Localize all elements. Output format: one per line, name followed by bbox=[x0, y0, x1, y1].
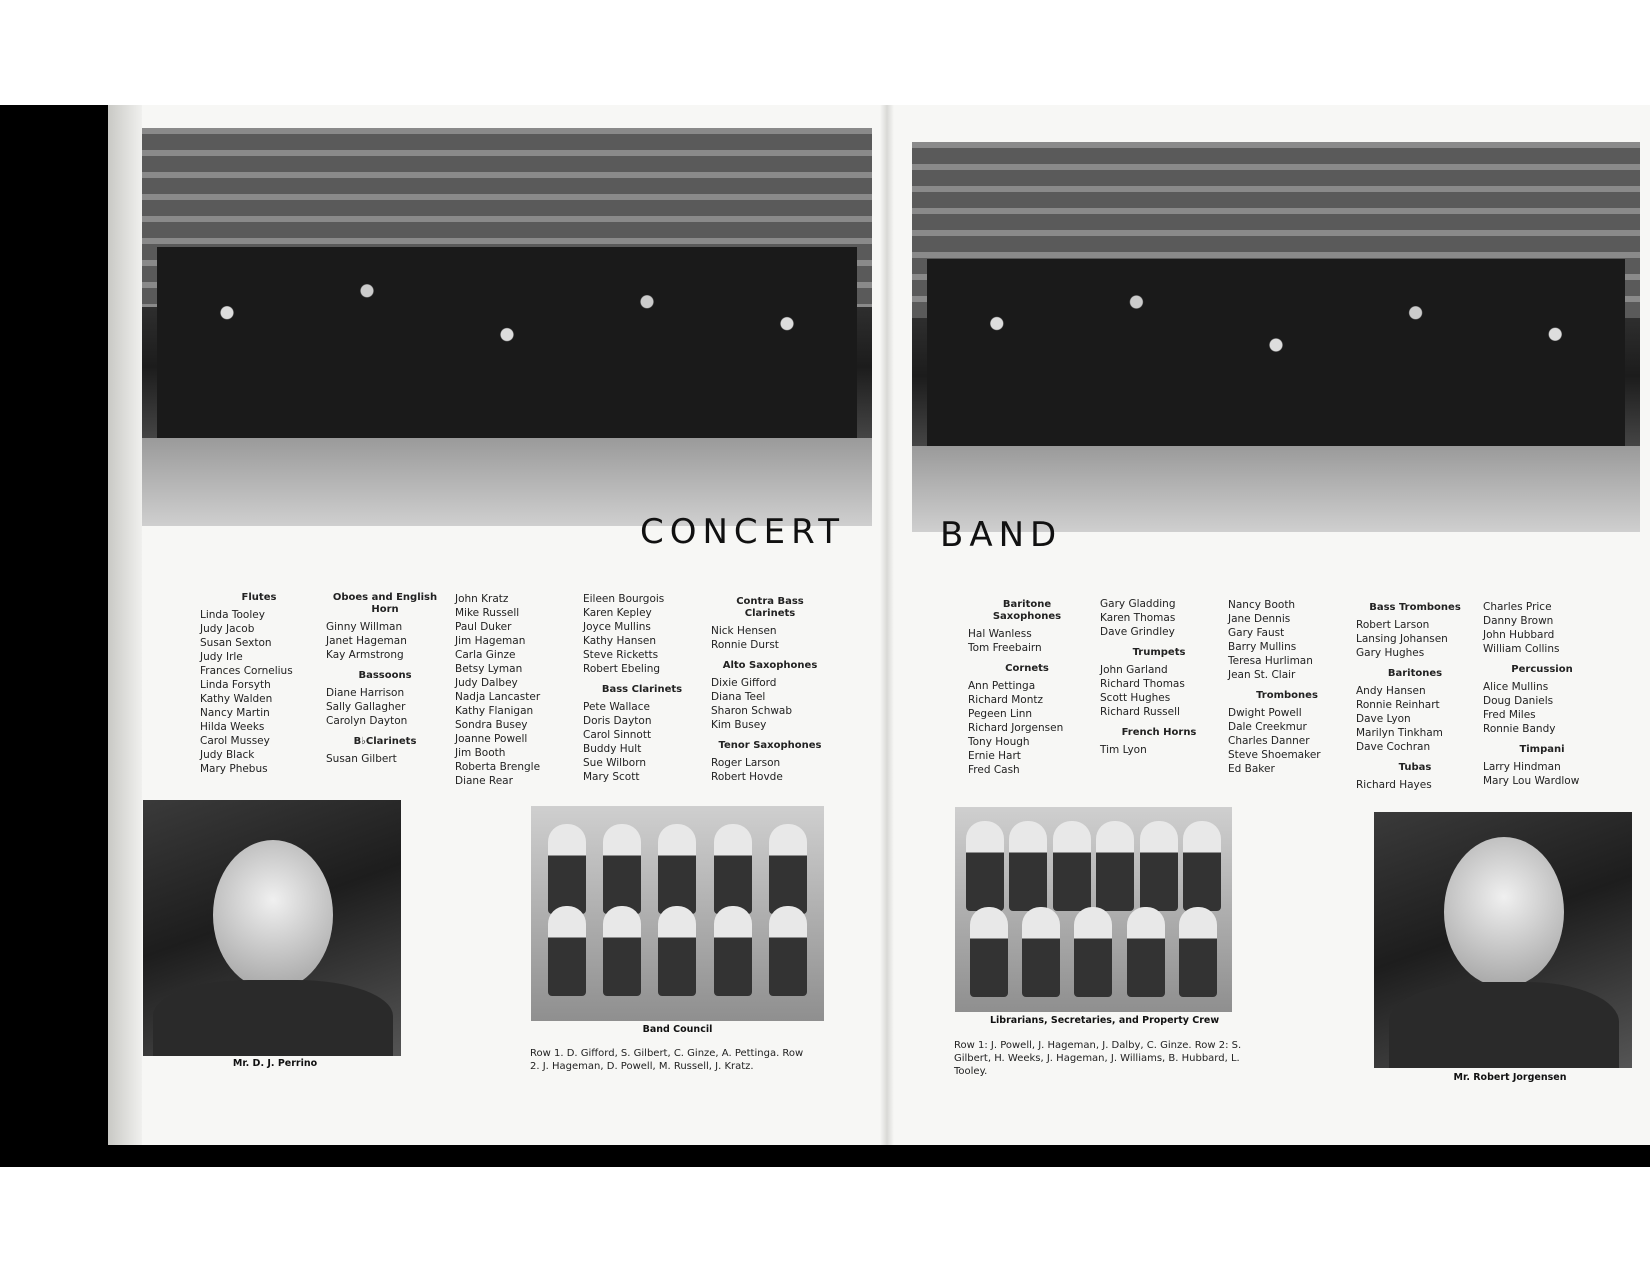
member-name: Joyce Mullins bbox=[583, 621, 651, 633]
member-name: Doug Daniels bbox=[1483, 695, 1554, 707]
member-name: Carol Sinnott bbox=[583, 729, 652, 741]
member-name: Steve Shoemaker bbox=[1228, 749, 1321, 761]
member-name: Andy Hansen bbox=[1356, 685, 1426, 697]
member-name: Fred Cash bbox=[968, 764, 1020, 776]
member-name: Gary Gladding bbox=[1100, 598, 1176, 610]
section-heading: Trumpets bbox=[1132, 647, 1186, 658]
member-name: Carolyn Dayton bbox=[326, 715, 408, 727]
member-name: Roger Larson bbox=[711, 757, 781, 769]
roster-column bbox=[1356, 600, 1474, 792]
roster-column bbox=[583, 592, 701, 784]
sweater bbox=[153, 980, 393, 1056]
section-heading: Tenor Saxophones bbox=[718, 740, 822, 751]
member-name: Scott Hughes bbox=[1100, 692, 1171, 704]
member-name: Frances Cornelius bbox=[200, 665, 293, 677]
member-name: Richard Hayes bbox=[1356, 779, 1432, 791]
suit bbox=[1389, 982, 1619, 1068]
member-name: Judy Jacob bbox=[200, 623, 255, 635]
member-name: Nancy Booth bbox=[1228, 599, 1296, 611]
member-name: Kathy Walden bbox=[200, 693, 273, 705]
member-name: John Kratz bbox=[455, 593, 509, 605]
section-heading: B♭Clarinets bbox=[353, 736, 417, 747]
member-name: Mary Phebus bbox=[200, 763, 268, 775]
band-council-photo bbox=[531, 806, 824, 1021]
title-concert: CONCERT bbox=[640, 512, 846, 552]
member-name: Richard Jorgensen bbox=[968, 722, 1064, 734]
member-name: Dale Creekmur bbox=[1228, 721, 1307, 733]
section-heading: Alto Saxophones bbox=[722, 660, 818, 671]
member-name: William Collins bbox=[1483, 643, 1560, 655]
librarians-caption: Librarians, Secretaries, and Property Crew bbox=[990, 1015, 1220, 1026]
member-name: Eileen Bourgois bbox=[583, 593, 665, 605]
member-name: Dave Grindley bbox=[1100, 626, 1175, 638]
member-name: Hilda Weeks bbox=[200, 721, 265, 733]
title-band: BAND bbox=[940, 515, 1063, 555]
member-name: Fred Miles bbox=[1483, 709, 1536, 721]
member-name: Judy Black bbox=[200, 749, 255, 761]
band-photo-right bbox=[912, 142, 1640, 532]
member-name: Hal Wanless bbox=[968, 628, 1032, 640]
member-name: Dixie Gifford bbox=[711, 677, 777, 689]
section-heading: Flutes bbox=[241, 592, 277, 603]
member-name: Ed Baker bbox=[1228, 763, 1275, 775]
group-row-back bbox=[540, 824, 815, 914]
member-name: Carol Mussey bbox=[200, 735, 270, 747]
member-name: Tony Hough bbox=[968, 736, 1030, 748]
section-heading: French Horns bbox=[1121, 727, 1197, 738]
member-name: Sally Gallagher bbox=[326, 701, 406, 713]
member-name: Susan Sexton bbox=[200, 637, 272, 649]
section-heading: Contra Bass Clarinets bbox=[736, 596, 804, 619]
member-name: Sondra Busey bbox=[455, 719, 528, 731]
member-name: Judy Dalbey bbox=[455, 677, 518, 689]
jorgensen-portrait bbox=[1374, 812, 1632, 1068]
roster-column bbox=[1483, 600, 1601, 788]
member-name: Jane Dennis bbox=[1228, 613, 1291, 625]
roster-column bbox=[200, 590, 318, 776]
member-name: Marilyn Tinkham bbox=[1356, 727, 1443, 739]
roster-column bbox=[711, 594, 829, 784]
member-name: John Hubbard bbox=[1483, 629, 1555, 641]
member-name: Betsy Lyman bbox=[455, 663, 523, 675]
member-name: Linda Tooley bbox=[200, 609, 265, 621]
member-name: Steve Ricketts bbox=[583, 649, 659, 661]
face bbox=[213, 840, 333, 990]
roster-column bbox=[968, 597, 1086, 777]
member-name: Richard Montz bbox=[968, 694, 1043, 706]
member-name: Larry Hindman bbox=[1483, 761, 1561, 773]
member-name: Jean St. Clair bbox=[1228, 669, 1296, 681]
member-name: Mary Lou Wardlow bbox=[1483, 775, 1580, 787]
perrino-portrait bbox=[143, 800, 401, 1056]
section-heading: Tubas bbox=[1398, 762, 1432, 773]
member-name: Mary Scott bbox=[583, 771, 640, 783]
section-heading: Bass Trombones bbox=[1369, 602, 1461, 613]
section-heading: Bassoons bbox=[358, 670, 412, 681]
member-name: Charles Price bbox=[1483, 601, 1552, 613]
member-name: Ann Pettinga bbox=[968, 680, 1036, 692]
band-members bbox=[157, 247, 858, 466]
member-name: Kay Armstrong bbox=[326, 649, 404, 661]
member-name: Robert Ebeling bbox=[583, 663, 661, 675]
member-name: Ronnie Bandy bbox=[1483, 723, 1556, 735]
member-name: Sharon Schwab bbox=[711, 705, 793, 717]
section-heading: Cornets bbox=[1005, 663, 1049, 674]
roster-column bbox=[326, 590, 444, 766]
section-heading: Baritone Saxophones bbox=[992, 599, 1062, 622]
member-name: Barry Mullins bbox=[1228, 641, 1297, 653]
member-name: Gary Hughes bbox=[1356, 647, 1425, 659]
member-name: Mike Russell bbox=[455, 607, 520, 619]
librarians-rows: Row 1: J. Powell, J. Hageman, J. Dalby, C. Ginze. Row 2: S. Gilbert, H. Weeks, J. Hageman, J. Williams, B. Hubbard, L. Tooley. bbox=[954, 1040, 1242, 1077]
member-name: Nick Hensen bbox=[711, 625, 777, 637]
member-name: Dwight Powell bbox=[1228, 707, 1302, 719]
section-heading: Percussion bbox=[1511, 664, 1573, 675]
member-name: Kathy Hansen bbox=[583, 635, 657, 647]
member-name: Tim Lyon bbox=[1100, 744, 1147, 756]
group-row-front bbox=[540, 906, 815, 996]
member-name: Susan Gilbert bbox=[326, 753, 397, 765]
member-name: Buddy Hult bbox=[583, 743, 642, 755]
member-name: Roberta Brengle bbox=[455, 761, 541, 773]
section-heading: Oboes and English Horn bbox=[332, 592, 438, 615]
member-name: Diane Rear bbox=[455, 775, 513, 787]
roster-column bbox=[1228, 598, 1346, 776]
roster-column bbox=[455, 592, 573, 788]
band-council-caption: Band Council bbox=[642, 1024, 713, 1035]
member-name: Joanne Powell bbox=[455, 733, 528, 745]
member-name: Dave Cochran bbox=[1356, 741, 1431, 753]
page-gutter bbox=[880, 105, 894, 1145]
member-name: John Garland bbox=[1100, 664, 1168, 676]
member-name: Richard Russell bbox=[1100, 706, 1180, 718]
member-name: Nancy Martin bbox=[200, 707, 270, 719]
member-name: Teresa Hurliman bbox=[1228, 655, 1313, 667]
member-name: Charles Danner bbox=[1228, 735, 1310, 747]
member-name: Jim Hageman bbox=[455, 635, 526, 647]
band-photo-left bbox=[142, 128, 872, 526]
band-members bbox=[927, 259, 1626, 474]
roster-column bbox=[1100, 597, 1218, 757]
member-name: Tom Freebairn bbox=[968, 642, 1042, 654]
member-name: Richard Thomas bbox=[1100, 678, 1185, 690]
member-name: Karen Kepley bbox=[583, 607, 652, 619]
member-name: Diane Harrison bbox=[326, 687, 405, 699]
member-name: Karen Thomas bbox=[1100, 612, 1176, 624]
member-name: Ginny Willman bbox=[326, 621, 403, 633]
group-row-back bbox=[963, 821, 1223, 911]
section-heading: Baritones bbox=[1387, 668, 1443, 679]
member-name: Janet Hageman bbox=[326, 635, 407, 647]
member-name: Jim Booth bbox=[455, 747, 506, 759]
member-name: Linda Forsyth bbox=[200, 679, 271, 691]
librarians-photo bbox=[955, 807, 1232, 1012]
member-name: Kathy Flanigan bbox=[455, 705, 534, 717]
member-name: Diana Teel bbox=[711, 691, 766, 703]
member-name: Ernie Hart bbox=[968, 750, 1021, 762]
member-name: Kim Busey bbox=[711, 719, 767, 731]
section-heading: Timpani bbox=[1519, 744, 1565, 755]
member-name: Paul Duker bbox=[455, 621, 512, 633]
band-council-rows: Row 1. D. Gifford, S. Gilbert, C. Ginze, A. Pettinga. Row 2. J. Hageman, D. Powell, M. Russell, J. Kratz. bbox=[530, 1048, 804, 1072]
member-name: Ronnie Reinhart bbox=[1356, 699, 1440, 711]
member-name: Doris Dayton bbox=[583, 715, 652, 727]
member-name: Ronnie Durst bbox=[711, 639, 779, 651]
jorgensen-caption: Mr. Robert Jorgensen bbox=[1453, 1072, 1567, 1083]
member-name: Judy Irle bbox=[200, 651, 243, 663]
member-name: Nadja Lancaster bbox=[455, 691, 541, 703]
member-name: Pete Wallace bbox=[583, 701, 650, 713]
member-name: Sue Wilborn bbox=[583, 757, 646, 769]
perrino-caption: Mr. D. J. Perrino bbox=[232, 1058, 318, 1069]
member-name: Gary Faust bbox=[1228, 627, 1285, 639]
section-heading: Bass Clarinets bbox=[601, 684, 683, 695]
member-name: Robert Larson bbox=[1356, 619, 1430, 631]
member-name: Dave Lyon bbox=[1356, 713, 1411, 725]
section-heading: Trombones bbox=[1256, 690, 1318, 701]
member-name: Alice Mullins bbox=[1483, 681, 1549, 693]
member-name: Pegeen Linn bbox=[968, 708, 1033, 720]
member-name: Carla Ginze bbox=[455, 649, 516, 661]
member-name: Danny Brown bbox=[1483, 615, 1554, 627]
face bbox=[1444, 837, 1564, 987]
group-row-front bbox=[963, 907, 1223, 997]
page-edge bbox=[108, 105, 142, 1145]
member-name: Lansing Johansen bbox=[1356, 633, 1448, 645]
member-name: Robert Hovde bbox=[711, 771, 783, 783]
